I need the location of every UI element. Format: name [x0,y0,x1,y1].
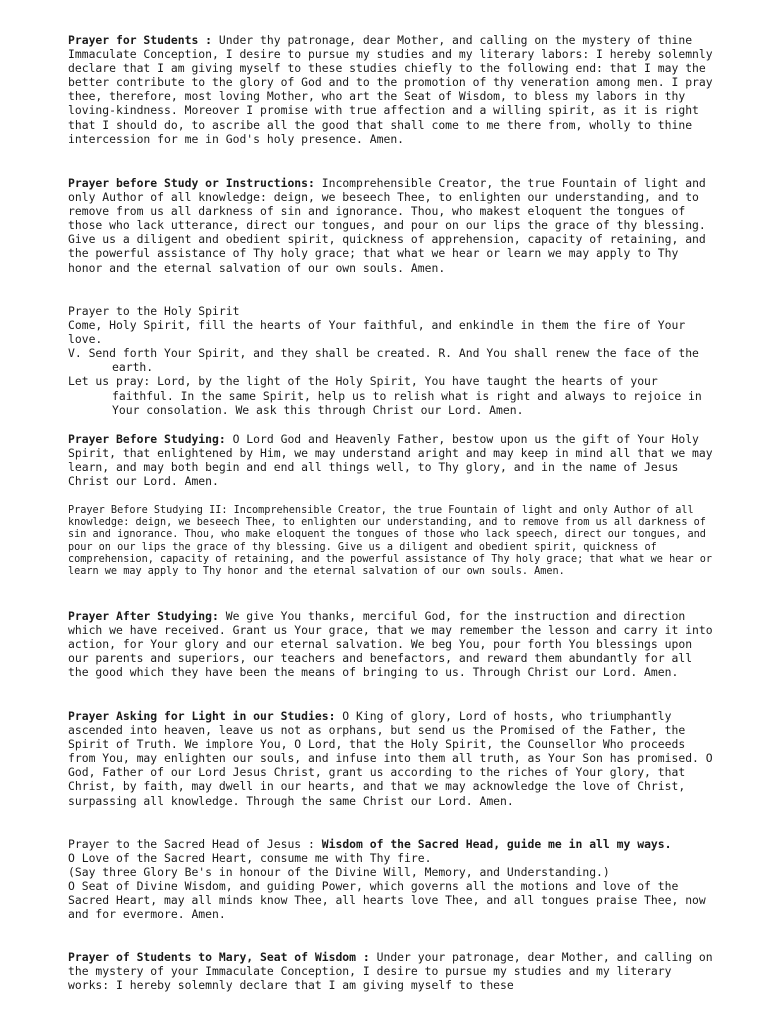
paragraph-body: O King of glory, Lord of hosts, who triumphantly ascended into heaven, leave us not as orphans, but send us the Promised of the Father, the Spirit of Truth. We implore You, O Lord, that the Holy Spirit, the Counsellor Who proceeds from You, may enlighten our souls, and infuse into them all truth, as Your Son has promised. O God, Father of our Lord Jesus Christ, grant us according to the riches of Your glory, that Christ, by faith, may dwell in our hearts, and that we may acknowledge the love of Christ, surpassing all knowledge. Through the same Christ our Lord. Amen. [68,709,713,808]
holy-spirit-line-2: V. Send forth Your Spirit, and they shall be created. R. And You shall renew the face of the earth. [68,346,699,375]
paragraph-prefix: Prayer to the Sacred Head of Jesus : [68,837,322,851]
prayer-before-studying [68,432,718,488]
sacred-head-line-1: O Love of the Sacred Heart, consume me with Thy fire. [68,851,432,866]
paragraph-body: Under your patronage, dear Mother, and calling on the mystery of your Immaculate Conception, I desire to pursue my studies and my literary works: I hereby solemnly declare that I am giving myself to these [68,950,713,993]
sacred-head-line-3: O Seat of Divine Wisdom, and guiding Power, which governs all the motions and love of the Sacred Heart, may all minds know Thee, all hearts love Thee, and all tongues praise Thee, now and for evermore. Amen. [68,879,706,922]
paragraph-body: O Lord God and Heavenly Father, bestow upon us the gift of Your Holy Spirit, that enlightened by Him, we may understand aright and may keep in mind all that we may learn, and may both begin and end all things well, to Thy glory, and in the name of Jesus Christ our Lord. Amen. [68,432,713,489]
holy-spirit-line-1: Come, Holy Spirit, fill the hearts of Your faithful, and enkindle in them the fire of Your love. [68,318,686,347]
paragraph-body: We give You thanks, merciful God, for the instruction and direction which we have received. Grant us Your grace, that we may remember the lesson and carry it into action, for Your glory and our eternal salvation. We beg You, pour forth You blessings upon our parents and superiors, our teachers and benefactors, and reward them abundantly for all the good which they have been the means of bringing to us. Through Christ our Lord. Amen. [68,609,713,680]
prayer-to-sacred-head [68,837,718,922]
prayer-before-studying-ii [68,505,720,578]
paragraph-heading: Prayer Before Studying: [68,432,226,446]
paragraph-body: Incomprehensible Creator, the true Fountain of light and only Author of all knowledge: deign, we beseech Thee, to enlighten our understanding, and to remove from us all darkness of sin and ignorance. Thou, who makest eloquent the tongues of those who lack utterance, direct our tongues, and pour on our lips the grace of thy blessing. Give us a diligent and obedient spirit, quickness of apprehension, capacity of retaining, and the powerful assistance of Thy holy grace; that what we hear or learn we may apply to Thy honor and the eternal salvation of our own souls. Amen. [68,176,706,275]
prayer-for-students [68,33,718,146]
prayer-asking-for-light [68,709,718,808]
holy-spirit-line-3: Let us pray: Lord, by the light of the Holy Spirit, You have taught the hearts of your faithful. In the same Spirit, help us to relish what is right and always to rejoice in Your consolation. We ask this through Christ our Lord. Amen. [68,374,702,417]
prayer-of-students-to-mary [68,950,718,992]
paragraph-heading: Prayer Asking for Light in our Studies: [68,709,336,723]
sacred-head-line-2: (Say three Glory Be's in honour of the Divine Will, Memory, and Understanding.) [68,865,610,880]
prayer-after-studying [68,609,718,679]
paragraph-title: Prayer to the Holy Spirit [68,304,240,318]
paragraph-body: Prayer Before Studying II: Incomprehensible Creator, the true Fountain of light and only Author of all knowledge: deign, we beseech Thee, to enlighten our understanding, and to remove from us all darkness of sin and ignorance. Thou, who make eloquent the tongues of those who lack speech, direct our tongues, and pour on our lips the grace of thy blessing. Give us a diligent and obedient spirit, quickness of comprehension, capacity of retaining, and the powerful assistance of Thy holy grace; that what we hear or learn we may apply to Thy honor and the eternal salvation of our own souls. Amen. [68,505,713,578]
paragraph-heading: Prayer After Studying: [68,609,219,623]
paragraph-heading: Prayer before Study or Instructions: [68,176,315,190]
paragraph-heading: Prayer for Students : [68,33,213,47]
prayer-before-study [68,176,718,275]
paragraph-heading: Prayer of Students to Mary, Seat of Wisdom : [68,950,370,964]
paragraph-heading: Wisdom of the Sacred Head, guide me in all my ways. [321,837,672,851]
paragraph-body: Under thy patronage, dear Mother, and calling on the mystery of thine Immaculate Conception, I desire to pursue my studies and my literary labors: I hereby solemnly declare that I am giving myself to these studies chiefly to the following end: that I may the better contribute to the glory of God and to the promotion of thy veneration among men. I pray thee, therefore, most loving Mother, who art the Seat of Wisdom, to bless my labors in thy loving-kindness. Moreover I promise with true affection and a willing spirit, as it is right that I should do, to ascribe all the good that shall come to me there from, wholly to thine intercession for me in God's holy presence. Amen. [68,33,713,146]
prayer-to-holy-spirit [68,304,718,417]
